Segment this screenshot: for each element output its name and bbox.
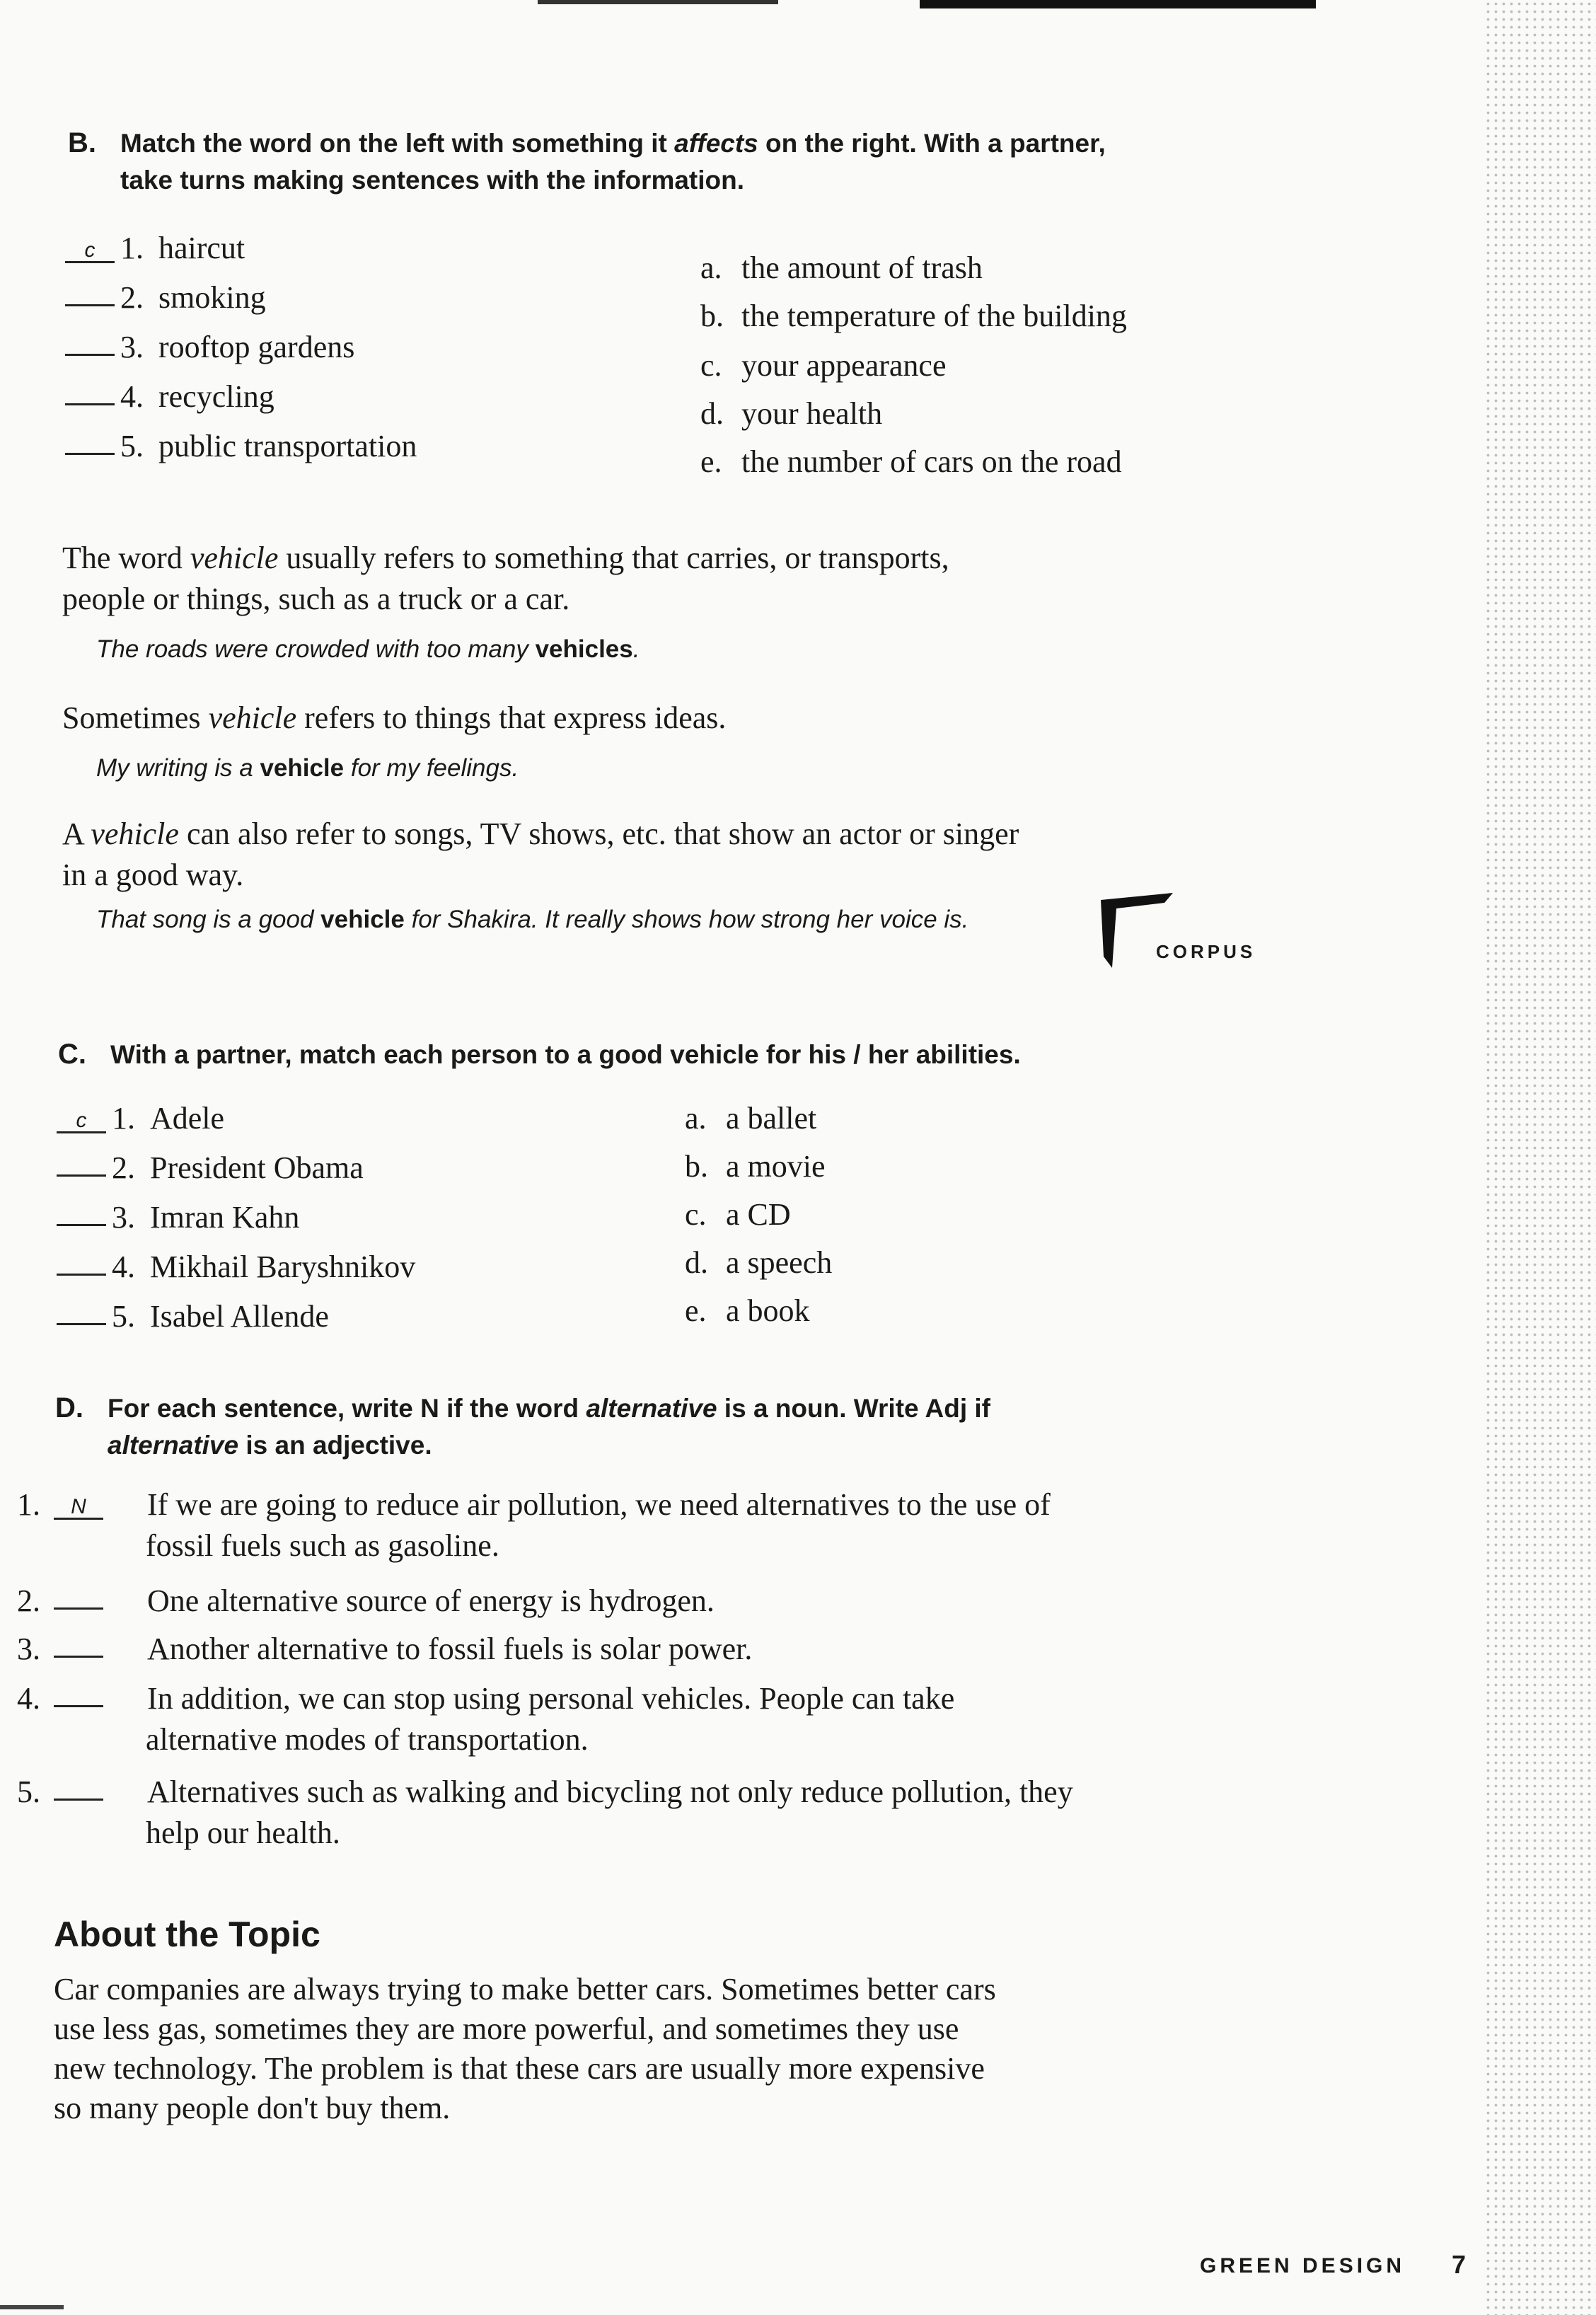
- d-item-5: 5. Alternatives such as walking and bicycling not only reduce pollution, they help our health.: [17, 1774, 1073, 1850]
- c-right-item-e: e. a book: [685, 1293, 810, 1328]
- top-rule: [538, 0, 778, 4]
- section-d-instruction: D. For each sentence, write N if the word alternative is a noun. Write Adj if alternative is an adjective.: [55, 1390, 1201, 1464]
- top-rule-bold: [920, 0, 1316, 8]
- answer-blank[interactable]: [57, 1274, 106, 1276]
- answer-blank[interactable]: [57, 1323, 106, 1325]
- answer-blank[interactable]: c: [57, 1110, 106, 1133]
- answer-blank[interactable]: [65, 403, 115, 405]
- answer-blank[interactable]: [65, 453, 115, 455]
- b-left-item-5: 5. public transportation: [65, 426, 417, 467]
- section-b-instruction: B. Match the word on the left with something it affects on the right. With a partner, take turns making sentences with the information.: [68, 125, 1214, 199]
- answer-blank[interactable]: c: [65, 240, 115, 263]
- b-right-item-a: a. the amount of trash: [700, 250, 983, 285]
- answer-blank[interactable]: [54, 1799, 103, 1801]
- footer-unit-title: GREEN DESIGN: [1200, 2254, 1406, 2278]
- c-right-item-a: a. a ballet: [685, 1101, 817, 1136]
- answer-blank[interactable]: [57, 1224, 106, 1226]
- answer-blank[interactable]: [65, 304, 115, 306]
- b-right-item-e: e. the number of cars on the road: [700, 444, 1122, 479]
- b-left-item-3: 3. rooftop gardens: [65, 327, 354, 368]
- answer-blank[interactable]: [65, 354, 115, 356]
- d-item-3: 3. Another alternative to fossil fuels is solar power.: [17, 1632, 753, 1666]
- c-left-item-4: 4. Mikhail Baryshnikov: [57, 1247, 415, 1288]
- d-item-4: 4. In addition, we can stop using personal vehicles. People can take alternative modes of transportation.: [17, 1681, 955, 1757]
- b-right-item-c: c. your appearance: [700, 348, 947, 383]
- section-c-letter: C.: [58, 1039, 86, 1070]
- answer-blank[interactable]: [54, 1705, 103, 1707]
- corpus-paragraph-2: Sometimes vehicle refers to things that express ideas.: [62, 700, 727, 735]
- dot-pattern-margin: [1484, 0, 1596, 2315]
- corpus-label: CORPUS: [1156, 941, 1256, 962]
- answer-blank[interactable]: N: [54, 1496, 103, 1520]
- b-right-item-d: d. your health: [700, 396, 883, 431]
- corpus-example-3: That song is a good vehicle for Shakira. It really shows how strong her voice is.: [96, 906, 969, 933]
- c-left-item-5: 5. Isabel Allende: [57, 1296, 329, 1337]
- answer-blank[interactable]: [54, 1656, 103, 1658]
- section-c-instruction: C. With a partner, match each person to a good vehicle for his / her abilities.: [58, 1036, 1204, 1073]
- b-left-item-2: 2. smoking: [65, 277, 266, 318]
- b-left-item-4: 4. recycling: [65, 376, 274, 417]
- page-number: 7: [1452, 2250, 1467, 2279]
- bottom-rule: [0, 2305, 64, 2309]
- corpus-example-1: The roads were crowded with too many vehicles.: [96, 635, 640, 663]
- section-b-letter: B.: [68, 127, 96, 158]
- answer-blank[interactable]: [54, 1607, 103, 1610]
- c-right-item-d: d. a speech: [685, 1245, 833, 1280]
- d-item-2: 2. One alternative source of energy is hydrogen.: [17, 1583, 715, 1618]
- section-d-letter: D.: [55, 1392, 83, 1424]
- b-left-item-1: c 1. haircut: [65, 228, 245, 269]
- about-topic-paragraph: Car companies are always trying to make better cars. Sometimes better cars use less gas, sometimes they are more powerful, and sometimes they use new technology. The problem is that these cars are usually more expensive so many people don't buy them.: [54, 1972, 996, 2125]
- corpus-example-2: My writing is a vehicle for my feelings.: [96, 754, 519, 782]
- corpus-paragraph-1: The word vehicle usually refers to something that carries, or transports, people or things, such as a truck or a car.: [62, 541, 949, 616]
- c-right-item-c: c. a CD: [685, 1197, 791, 1232]
- d-item-1: N1. If we are going to reduce air pollution, we need alternatives to the use of fossil fuels such as gasoline.: [17, 1487, 1051, 1563]
- c-left-item-1: c 1. Adele: [57, 1098, 224, 1139]
- c-left-item-2: 2. President Obama: [57, 1148, 364, 1189]
- corpus-paragraph-3: A vehicle can also refer to songs, TV shows, etc. that show an actor or singer in a good way.: [62, 816, 1019, 892]
- answer-blank[interactable]: [57, 1174, 106, 1177]
- c-left-item-3: 3. Imran Kahn: [57, 1197, 299, 1238]
- about-topic-heading: About the Topic: [54, 1915, 320, 1954]
- b-right-item-b: b. the temperature of the building: [700, 299, 1127, 333]
- c-right-item-b: b. a movie: [685, 1149, 826, 1184]
